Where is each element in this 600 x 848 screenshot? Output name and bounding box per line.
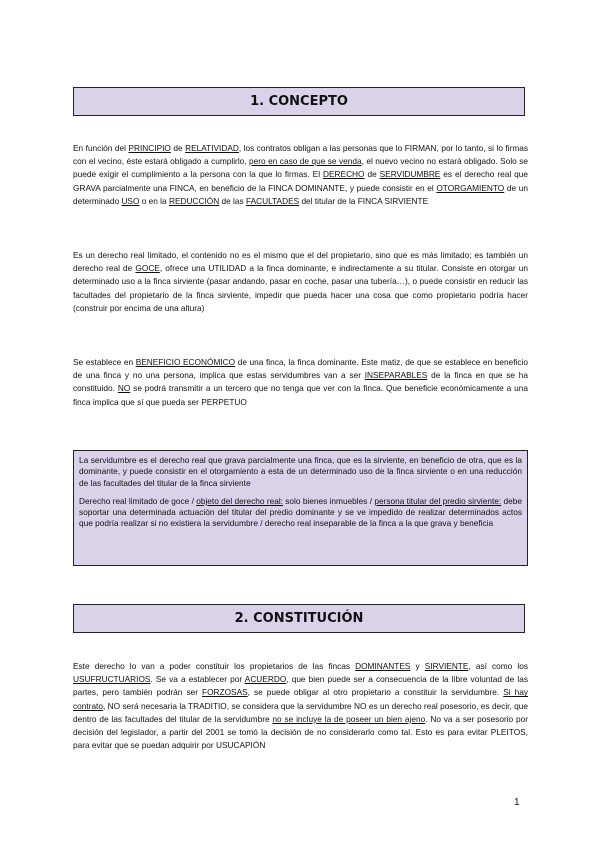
paragraph-concepto-2: Es un derecho real limitado, el contenido no es el mismo que el del propietario, sino que es más limitado; es también un derecho real de GOCE, ofrece una UTILIDAD a la finca dominante, e indirectamente a su titular. Consiste en otorgar un determinado uso a la finca sirviente (pasar andando, pasar en coche, pasar una tubería…), o puede consistir en reducir las facultades del propietario de la finca sirviente, impedir que pueda hacer una cosa que como propietario podría hacer (construir por encima de una altura): [73, 250, 528, 313]
underlined-term: OTORGAMIENTO: [436, 182, 505, 193]
underlined-term: persona titular del predio sirviente:: [374, 495, 502, 506]
underlined-term: objeto del derecho real:: [196, 495, 283, 506]
summary-box: [73, 450, 528, 566]
underlined-term: USUFRUCTUARIOS: [73, 674, 151, 685]
summary-characteristics: Derecho real limitado de goce / objeto del derecho real: solo bienes inmuebles / persona titular del predio sirviente: debe soportar una determinada actuación del titular del predio dominante y se ve impedido de realizar determinados actos que podría realizar si no existiera la servidumbre / derecho real inseparable de la finca a la que grava y beneficia: [79, 495, 522, 529]
underlined-term: RELATIVIDAD: [185, 143, 239, 153]
underlined-term: ACUERDO: [244, 674, 287, 685]
underlined-term: SERVIDUMBRE: [379, 169, 441, 180]
underlined-term: INSEPARABLES: [364, 370, 428, 381]
paragraph-concepto-3: Se establece en BENEFICIO ECONÓMICO de una finca, la finca dominante. Este matiz, de que se establece en beneficio de una finca y no una persona, implica que estas servidumbres van a ser INSEPARABLES de la finca en que se ha constituido. NO se podrá transmitir a un tercero que no tenga que ver con la finca. Que beneficie económicamente a una finca implica que sí que pueda ser PERPETUO: [73, 357, 528, 407]
underlined-term: REDUCCIÓN: [168, 195, 220, 206]
paragraph-concepto-1: En función del PRINCIPIO de RELATIVIDAD, los contratos obligan a las personas que lo FIRMAN, por lo tanto, si lo firmas con el vecino, éste estará obligado a cumplirlo, pero en caso de que se venda, el nuevo vecino no estará obligado. Solo se puede exigir el cumplimiento a la persona con la que lo firmas. El DERECHO de SERVIDUMBRE es el derecho real que GRAVA parcialmente una FINCA, en beneficio de la FINCA DOMINANTE, y puede consistir en el OTORGAMIENTO de un determinado USO o en la REDUCCIÓN de las FACULTADES del titular de la FINCA SIRVIENTE: [73, 143, 529, 206]
underlined-term: no se incluye la de poseer un bien ajeno: [272, 713, 426, 724]
paragraph-constitucion-1: Este derecho lo van a poder constituir los propietarios de las fincas DOMINANTES y SIRVIENTE, así como los USUFRUCTUARIOS. Se va a establecer por ACUERDO, que bien puede ser a consecuencia de la libre voluntad de las partes, pero también podrán ser FORZOSAS, se puede obligar al otro propietario a constituir la servidumbre. Si hay contrato, NO será necesaria la TRADITIO, se considera que la servidumbre NO es un derecho real posesorio, es decir, que dentro de las facultades del titular de la servidumbre no se incluye la de poseer un bien ajeno. No va a ser posesorio por decisión del legislador, a partir del 2001 se tomó la decisión de no considerarlo como tal. Esto es para evitar PLEITOS, para evitar que se puedan adquirir por USUCAPIÓN: [73, 661, 529, 751]
underlined-term: DOMINANTES: [355, 661, 411, 671]
underlined-term: pero en caso de que se venda: [249, 156, 362, 167]
section-heading-concepto: [73, 87, 525, 116]
section-heading-constitucion: [73, 604, 525, 633]
underlined-term: NO: [117, 383, 131, 394]
underlined-term: USO: [121, 195, 140, 206]
section-title: 1. CONCEPTO: [250, 94, 348, 109]
section-title: 2. CONSTITUCIÓN: [234, 611, 364, 626]
underlined-term: GOCE: [135, 263, 160, 274]
underlined-term: FORZOSAS: [202, 687, 248, 698]
underlined-term: BENEFICIO ECONÓMICO: [135, 357, 236, 367]
underlined-term: FACULTADES: [245, 195, 300, 206]
summary-definition: La servidumbre es el derecho real que grava parcialmente una finca, que es la sirviente, en beneficio de otra, que es la dominante, y puede consistir en el otorgamiento a esta de un determinado uso de la finca sirviente o en una reducción de las facultades del titular de la finca sirviente: [79, 455, 522, 488]
page-number: 1: [514, 797, 520, 808]
underlined-term: PRINCIPIO: [128, 143, 171, 153]
underlined-term: Si hay contrato: [73, 687, 529, 711]
underlined-term: SIRVIENTE: [424, 661, 469, 671]
underlined-term: DERECHO: [323, 169, 365, 180]
